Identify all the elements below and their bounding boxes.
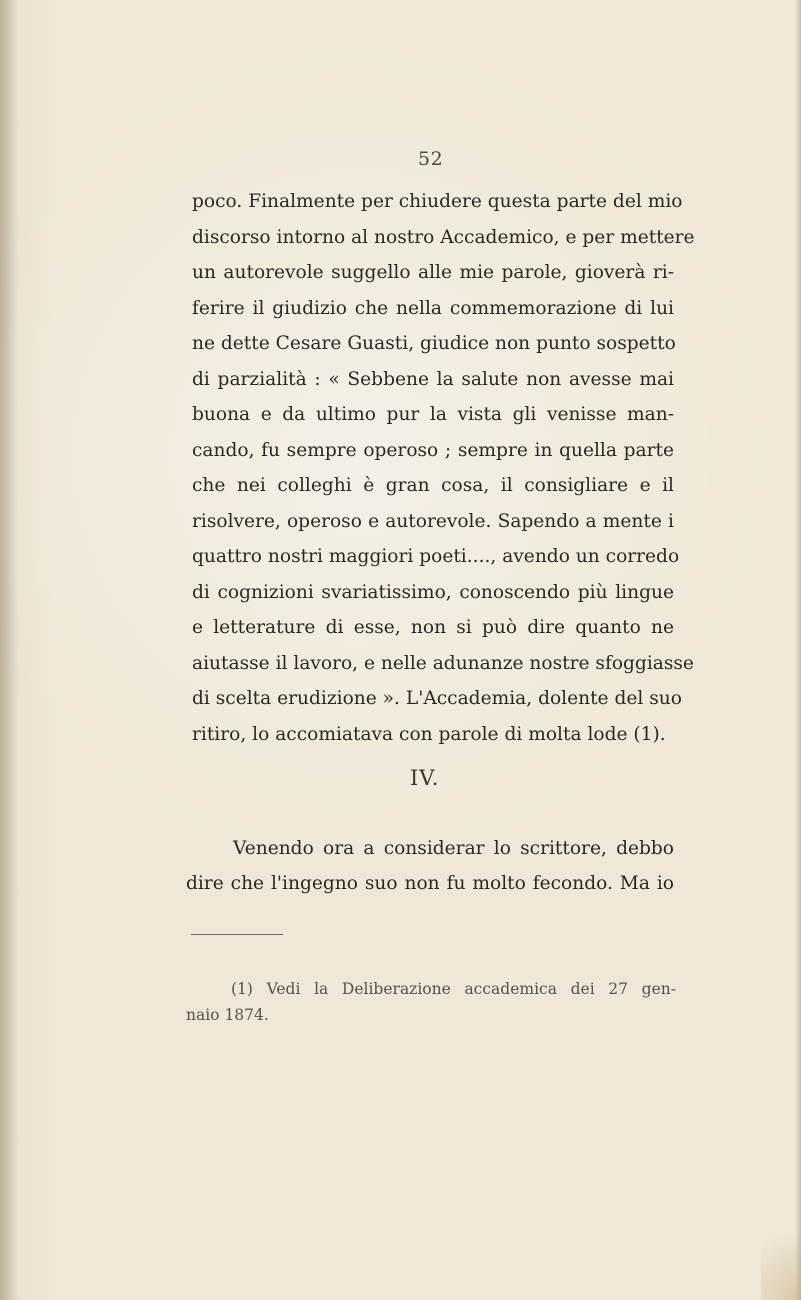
page-edge-shadow — [795, 0, 801, 1300]
section-heading: IV. — [410, 766, 440, 790]
footnote-line: naio 1874. — [186, 1006, 269, 1024]
page-gutter-shadow — [0, 0, 18, 1300]
paragraph-line: cando, fu sempre operoso ; sempre in quella parte — [192, 439, 674, 461]
footnote-line: (1) Vedi la Deliberazione accademica dei 27 gen- — [231, 980, 676, 998]
footnote — [186, 976, 676, 1028]
paragraph-line: di parzialità : « Sebbene la salute non avesse mai — [192, 368, 674, 390]
paragraph-line: di cognizioni svariatissimo, conoscendo più lingue — [192, 581, 674, 603]
paragraph-line: un autorevole suggello alle mie parole, gioverà ri- — [192, 262, 674, 283]
section-line: Venendo ora a considerar lo scrittore, debbo — [233, 838, 674, 859]
main-paragraph — [192, 184, 695, 752]
section-line: dire che l'ingegno suo non fu molto fecondo. Ma io — [186, 873, 674, 894]
page-number: 52 — [418, 148, 444, 170]
paragraph-line: ritiro, lo accomiatava con parole di molta lode (1). — [192, 723, 666, 745]
paragraph-line: quattro nostri maggiori poeti...., avendo un corredo — [192, 546, 680, 567]
paragraph-line: poco. Finalmente per chiudere questa parte del mio — [192, 191, 683, 212]
paper-stain — [761, 1210, 801, 1300]
paragraph-line: risolvere, operoso e autorevole. Sapendo a mente i — [192, 510, 674, 532]
footnote-divider — [191, 934, 283, 935]
paragraph-line: discorso intorno al nostro Accademico, e per mettere — [192, 226, 695, 248]
section-paragraph — [186, 831, 674, 901]
paragraph-line: buona e da ultimo pur la vista gli venisse man- — [192, 404, 674, 425]
paragraph-line: aiutasse il lavoro, e nelle adunanze nostre sfoggiasse — [192, 652, 694, 674]
paragraph-line: che nei colleghi è gran cosa, il consigliare e il — [192, 475, 674, 496]
paragraph-line: ferire il giudizio che nella commemorazione di lui — [192, 297, 674, 319]
paragraph-line: di scelta erudizione ». L'Accademia, dolente del suo — [192, 688, 682, 709]
paragraph-line: e letterature di esse, non si può dire quanto ne — [192, 617, 674, 638]
paragraph-line: ne dette Cesare Guasti, giudice non punto sospetto — [192, 333, 676, 354]
